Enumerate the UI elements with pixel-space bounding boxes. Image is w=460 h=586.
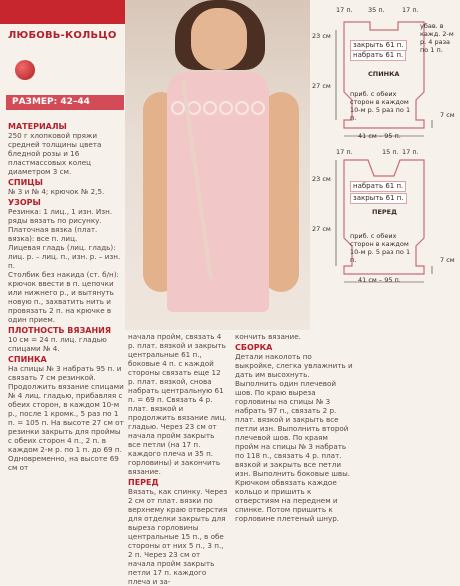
title-bar (0, 0, 125, 24)
front-dim-17-right: 17 п. (402, 148, 419, 156)
back-7cm: 7 см (440, 111, 455, 119)
dim-17-back-right: 17 п. (402, 6, 419, 14)
ring (203, 101, 217, 115)
back-open: набрать 61 п. (350, 50, 406, 61)
mid-text: начала пройм, связать 4 р. плат. вязкой и закрыть центральные 61 п., боковые 4 п. с каждой стороны связать еще 12 р. плат. вязкой, снова набрать центральную 61 п. = 69 п. Связать 4 р. плат. вязкой и продолжить вязание лиц. гладью. Через 23 см от начала пройм закрыть все петли (на 17 п. каждого плеча и 35 п. горловины) и закончить вязание. (128, 332, 227, 476)
back-heading: СПИНКА (8, 355, 47, 364)
left-column (8, 120, 125, 472)
assembly-heading: СБОРКА (235, 343, 273, 352)
face (191, 8, 247, 70)
pattern-sc: Столбик без накида (ст. б/н): крючок ввести в п. цепочки или нижнего р., и вытянуть новую п., захватить нить и провязать 2 п. на крючке в один прием. (8, 270, 119, 324)
dim-35-back: 35 п. (368, 6, 385, 14)
pattern-rib: Резинка: 1 лиц., 1 изн. Изн. ряды вязать по рисунку. (8, 207, 113, 225)
pattern-stockinette: Лицевая гладь (лиц. гладь): лиц. р. – лиц. п., изн. р. – изн. п. (8, 243, 121, 270)
back-width-label: 41 см – 95 п. (358, 132, 401, 140)
front-inc: приб. с обеих сторон в каждом 10-м р. 5 раз по 1 п. (350, 232, 411, 264)
front-heading: ПЕРЕД (128, 478, 159, 487)
density-heading: ПЛОТНОСТЬ ВЯЗАНИЯ (8, 326, 111, 335)
right-column (235, 332, 353, 523)
ring (219, 101, 233, 115)
ring (251, 101, 265, 115)
model-photo (125, 0, 310, 330)
right-text-1: кончить вязание. (235, 332, 301, 341)
front-close: закрыть 61 п. (350, 193, 407, 204)
back-label: СПИНКА (368, 70, 400, 78)
middle-column (128, 332, 228, 586)
front-text: Вязать, как спинку. Через 2 см от плат. вязки по верхнему краю отверстия для отделки закрыть для выреза горловины центральные 15 п., в обе стороны от них 5 п., 3 п., 2 п. Через 23 см от начала пройм закрыть петли 17 п. каждого плеча и за- (128, 487, 228, 586)
ring (235, 101, 249, 115)
front-label: ПЕРЕД (372, 208, 397, 216)
front-open: набрать 61 п. (350, 181, 406, 192)
back-27cm: 27 см (312, 82, 331, 90)
front-width-label: 41 см – 95 п. (358, 276, 401, 284)
ring (171, 101, 185, 115)
materials-heading: МАТЕРИАЛЫ (8, 122, 67, 131)
needles-heading: СПИЦЫ (8, 178, 43, 187)
yarn-ball-icon (15, 60, 35, 80)
front-7cm: 7 см (440, 256, 455, 264)
back-text: На спицы № 3 набрать 95 п. и связать 7 см резинкой. Продолжить вязание спицами № 4 лиц. гладью, прибавляя с обеих сторон, в каждом 10-м р., после 1 кромк., 5 раз по 1 п. = 105 п. На высоте 27 см от резинки закрыть для проймы с обеих сторон 4 п., 2 п. в каждом 2-м р. по 1 п. до 69 п. Одновременно, на высоте 69 см от (8, 364, 124, 472)
dim-17-back-left: 17 п. (336, 6, 353, 14)
assembly-text: Детали наколоть по выкройке, слегка увлажнить и дать им высохнуть. Выполнить один плечевой шов. По краю выреза горловины на спицы № 3 набрать 97 п., связать 2 р. плат. вязкой и закрыть все петли изн. Выполнить второй плечевой шов. По краям пройм на спицы № 3 набрать по 118 п., связать 4 р. плат. вязкой и закрыть все петли изн. Выполнить боковые швы. Крючком обвязать каждое кольцо и пришить к отверстиям на переднем и спинке. Потом пришить к горловине плетеный шнур. (235, 352, 353, 523)
page-title: ЛЮБОВЬ-КОЛЬЦО (8, 30, 117, 41)
back-23cm: 23 см (312, 32, 331, 40)
front-dim-17-left: 17 п. (336, 148, 353, 156)
patterns-heading: УЗОРЫ (8, 198, 41, 207)
front-27cm: 27 см (312, 225, 331, 233)
size-band: РАЗМЕР: 42–44 (6, 95, 124, 110)
back-close: закрыть 61 п. (350, 40, 407, 51)
pattern-garter: Платочная вязка (плат. вязка): все п. лиц. (8, 225, 98, 243)
density-text: 10 см = 24 п. лиц. гладью спицами № 4. (8, 335, 107, 353)
front-neck: 15 п. (382, 148, 399, 156)
decrease-note: убав. в кажд. 2-м р. 4 раза по 1 п. (420, 22, 454, 54)
needles-text: № 3 и № 4; крючок № 2,5. (8, 187, 105, 196)
materials-text: 250 г хлопковой пряжи средней толщины цвета бледной розы и 16 пластмассовых колец диаметром 3 см. (8, 131, 102, 176)
front-23cm: 23 см (312, 175, 331, 183)
back-inc: приб. с обеих сторон в каждом 10-м р. 5 раз по 1 п. (350, 90, 411, 122)
